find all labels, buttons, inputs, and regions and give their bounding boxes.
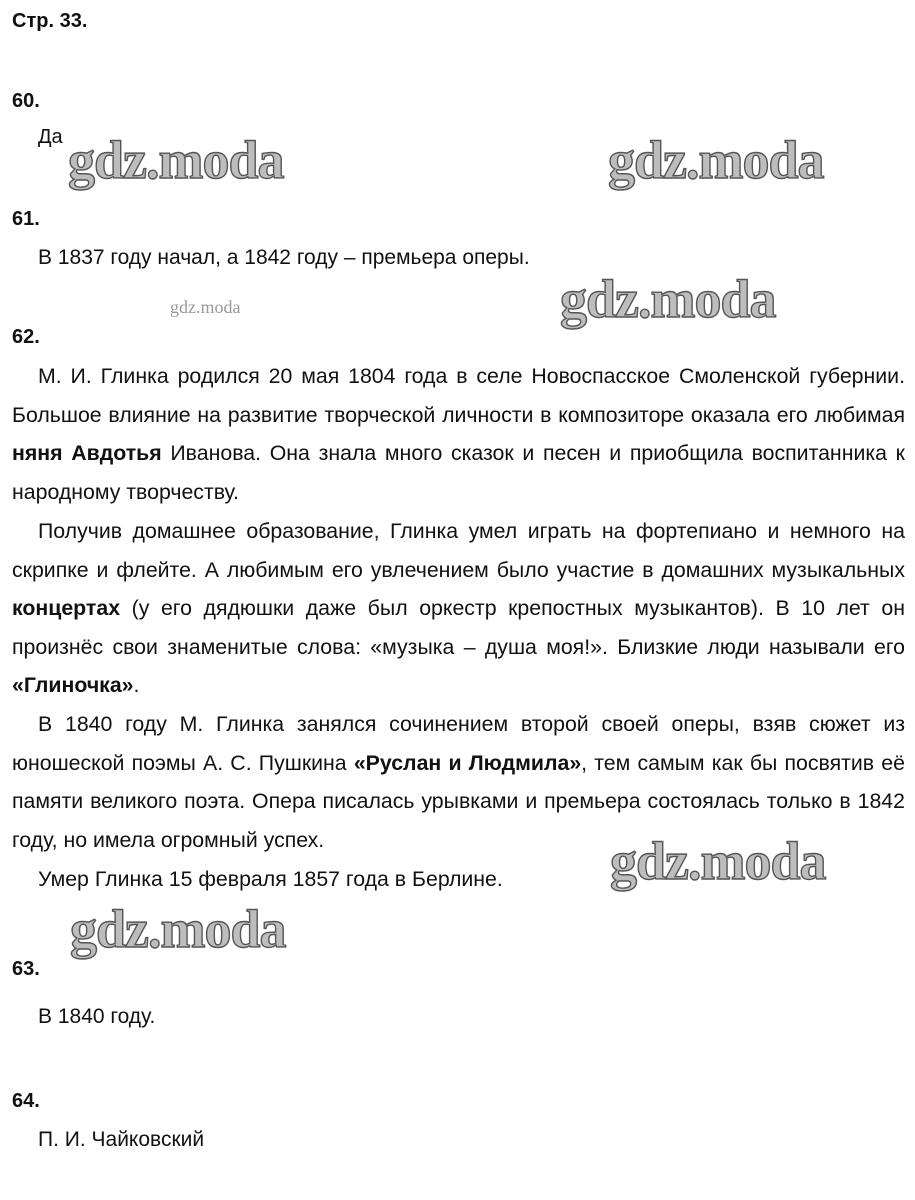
task-number-60: 60. <box>12 90 40 112</box>
page-header: Стр. 33. <box>12 10 88 32</box>
paragraph-4: Умер Глинка 15 февраля 1857 года в Берлине. <box>38 867 503 891</box>
task-number-64: 64. <box>12 1090 40 1112</box>
paragraph-2: Получив домашнее образование, Глинка умел играть на фортепиано и немного на скрипке и флейте. А любимым его увлечением было участие в домашних музыкальных концертах (у его дядюшки даже был оркестр крепостных музыкантов). В 10 лет он произнёс свои знаменитые слова: «музыка – душа моя!». Близкие люди называли его «Глиночка». <box>12 519 905 698</box>
watermark: gdz.moda <box>608 130 824 190</box>
task-answer-61: В 1837 году начал, а 1842 году – премьера оперы. <box>38 246 530 269</box>
watermark: gdz.moda <box>610 831 826 891</box>
watermark: gdz.moda <box>68 130 284 190</box>
watermark: gdz.moda <box>560 269 776 329</box>
paragraph-3: В 1840 году М. Глинка занялся сочинением второй своей оперы, взяв сюжет из юношеской поэмы А. С. Пушкина «Руслан и Людмила», тем самым как бы посвятив её памяти великого поэта. Опера писалась урывками и премьера состоялась только в 1842 году, но имела огромный успех. <box>12 712 905 852</box>
task-number-63: 63. <box>12 958 40 980</box>
watermark: gdz.moda <box>70 899 286 959</box>
watermark-small: gdz.moda <box>170 297 241 317</box>
paragraph-1: М. И. Глинка родился 20 мая 1804 года в селе Новоспасское Смоленской губернии. Большое влияние на развитие творческой личности в композиторе оказала его любимая няня Авдотья Иванова. Она знала много сказок и песен и приобщила воспитанника к народному творчеству. <box>12 364 905 504</box>
task-answer-63: В 1840 году. <box>38 1005 156 1028</box>
task-number-62: 62. <box>12 326 40 348</box>
task-answer-60: Да <box>38 126 63 148</box>
task-answer-64: П. И. Чайковский <box>38 1128 205 1151</box>
task-number-61: 61. <box>12 208 40 230</box>
